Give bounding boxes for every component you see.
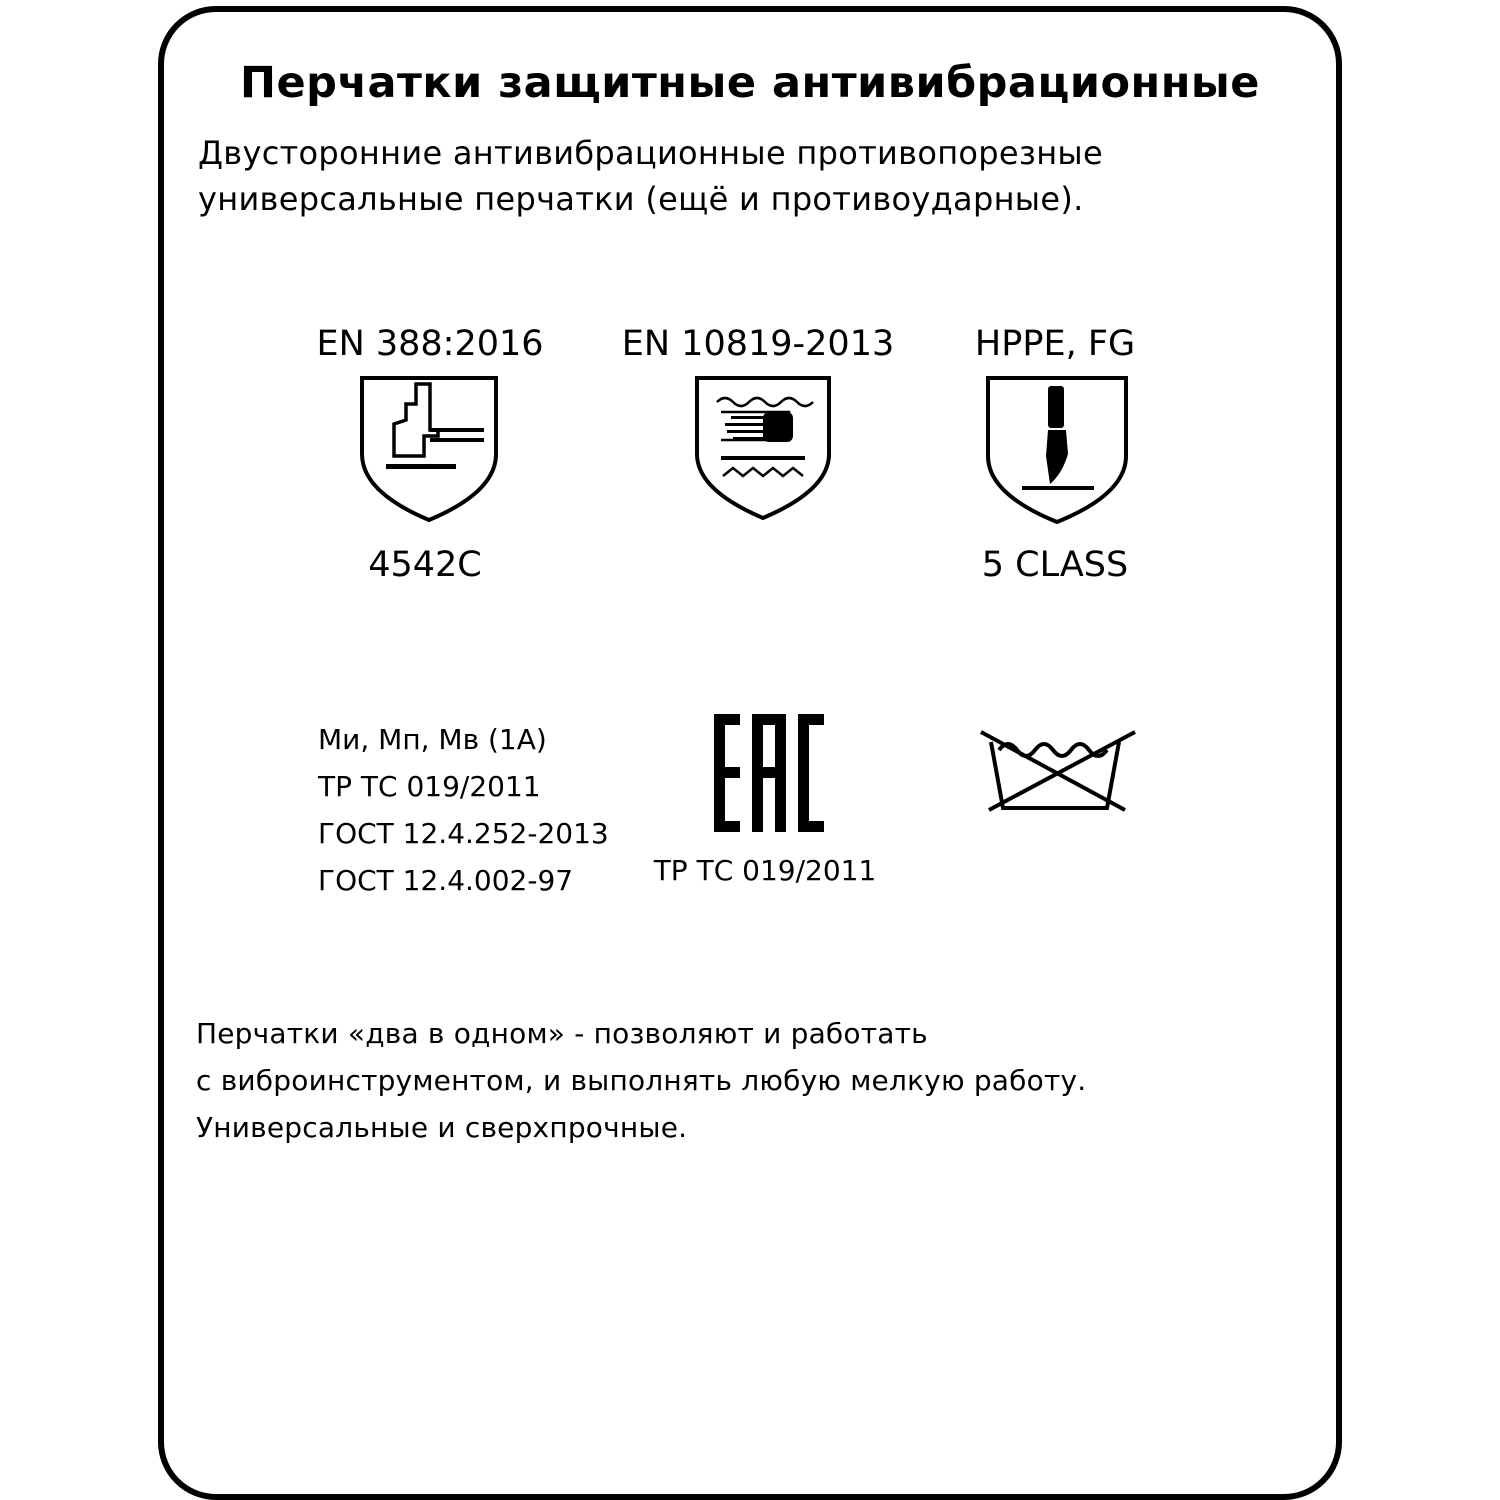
eac-caption: ТР ТС 019/2011 [653, 854, 877, 887]
certification-line: ТР ТС 019/2011 [318, 770, 541, 803]
certifications-list [318, 716, 609, 904]
subtitle [198, 130, 1298, 222]
page-title: Перчатки защитные антивибрационные [240, 58, 1260, 108]
certification-line: ГОСТ 12.4.002-97 [318, 864, 574, 897]
description-line: Универсальные и сверхпрочные. [196, 1111, 688, 1144]
do-not-wash-icon [975, 728, 1141, 818]
description-line: Перчатки «два в одном» - позволяют и работать [196, 1017, 928, 1050]
description [196, 1010, 1296, 1151]
knife-cut-shield-icon [984, 374, 1130, 526]
standard-code-en10819: EN 10819-2013 [621, 324, 895, 364]
mechanical-hazard-shield-icon [358, 374, 500, 524]
certification-line: Ми, Мп, Мв (1А) [318, 723, 547, 756]
standard-rating-en388: 4542C [368, 545, 482, 585]
standard-code-en388: EN 388:2016 [316, 324, 544, 364]
description-line: с виброинструментом, и выполнять любую мелкую работу. [196, 1064, 1087, 1097]
standard-code-hppe: HPPE, FG [974, 324, 1136, 364]
certification-line: ГОСТ 12.4.252-2013 [318, 817, 609, 850]
subtitle-line: Двусторонние антивибрационные противопорезные [198, 134, 1103, 172]
subtitle-line: универсальные перчатки (ещё и противоударные). [198, 180, 1084, 218]
vibration-hand-shield-icon [693, 374, 833, 522]
standard-rating-hppe: 5 CLASS [981, 545, 1129, 585]
eac-mark-icon [712, 712, 826, 834]
